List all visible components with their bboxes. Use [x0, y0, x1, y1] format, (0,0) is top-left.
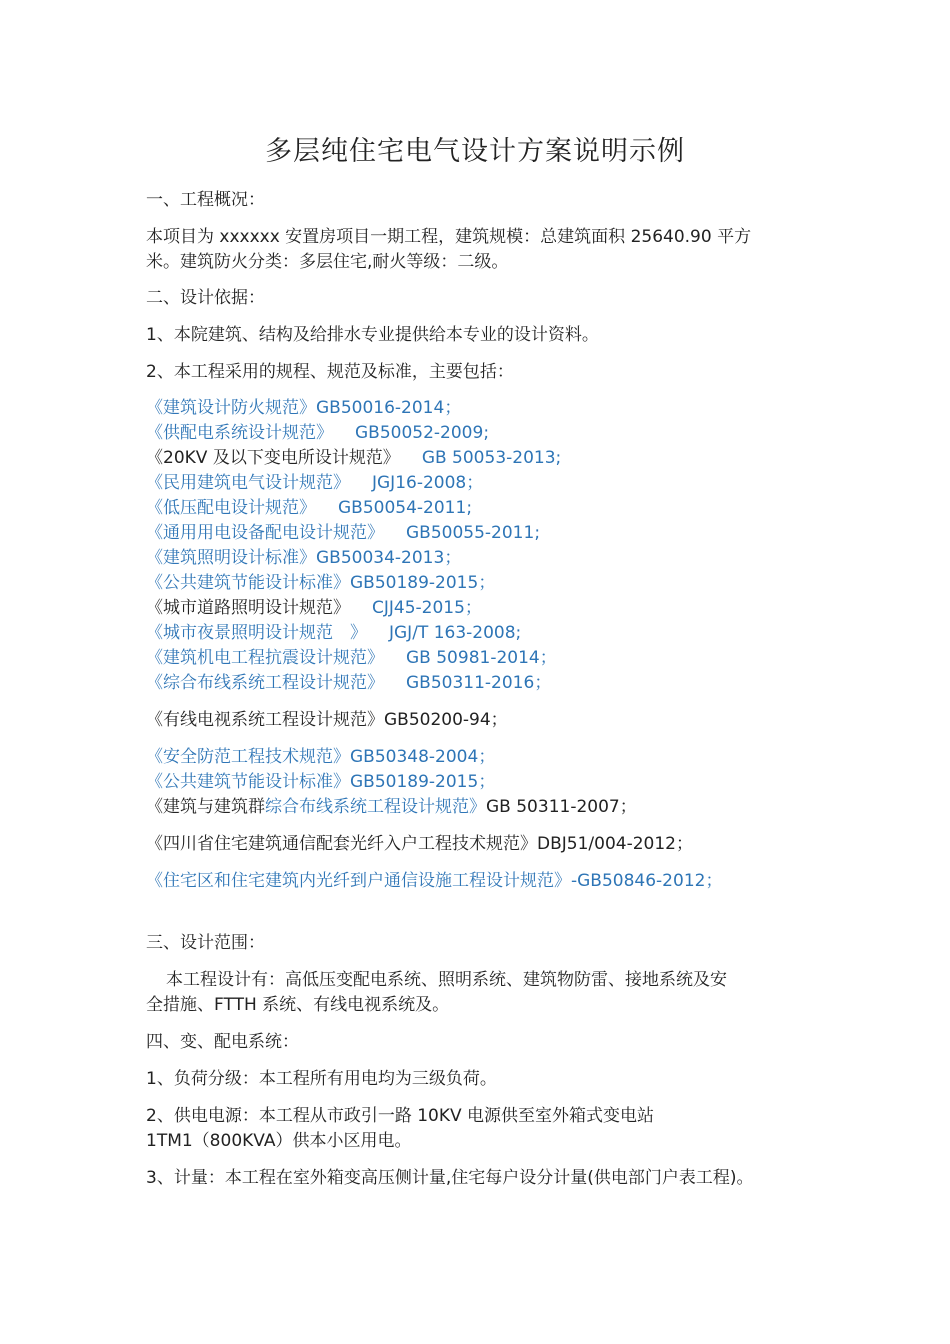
reference-code: GB50052-2009; — [355, 423, 490, 443]
section-2-heading: 二、设计依据： — [146, 288, 265, 308]
reference-item — [146, 521, 540, 546]
section-2-item-2: 2、本工程采用的规程、规范及标准，主要包括： — [146, 362, 514, 382]
section-3-heading: 三、设计范围： — [146, 933, 265, 953]
reference-name: 《20KV 及以下变电所设计规范》 — [146, 448, 400, 468]
page-title: 多层纯住宅电气设计方案说明示例 — [265, 136, 685, 167]
reference-code: GB 50311-2007； — [486, 797, 637, 817]
reference-code: GB 50053-2013; — [421, 448, 562, 468]
reference-name: 《公共建筑节能设计标准》 — [146, 573, 350, 593]
reference-code: JGJ/T 163-2008; — [389, 623, 522, 643]
reference-name: 《城市夜景照明设计规范 》 — [146, 623, 367, 643]
reference-item — [146, 596, 482, 621]
reference-name: 《综合布线系统工程设计规范》 — [146, 673, 384, 693]
reference-item — [146, 396, 461, 421]
section-3-paragraph-line-1: 本工程设计有：高低压变配电系统、照明系统、建筑物防雷、接地系统及安 — [166, 970, 727, 990]
reference-item — [146, 671, 551, 696]
reference-item — [146, 621, 521, 646]
section-1-heading: 一、工程概况： — [146, 190, 265, 210]
section-1-paragraph-line-2: 米。建筑防火分类：多层住宅,耐火等级：二级。 — [146, 252, 509, 272]
reference-name: 《城市道路照明设计规范》 — [146, 598, 350, 618]
reference-building-cabling — [146, 795, 637, 820]
reference-name: 《通用用电设备配电设计规范》 — [146, 523, 384, 543]
reference-sichuan: 《四川省住宅建筑通信配套光纤入户工程技术规范》DBJ51/004-2012； — [146, 834, 693, 854]
reference-name: 《低压配电设计规范》 — [146, 498, 316, 518]
reference-item: 《安全防范工程技术规范》GB50348-2004； — [146, 747, 496, 767]
reference-name: 《建筑机电工程抗震设计规范》 — [146, 648, 384, 668]
reference-code: GB 50981-2014； — [406, 648, 557, 668]
section-4-heading: 四、变、配电系统： — [146, 1032, 299, 1052]
reference-name: 《建筑设计防火规范》 — [146, 398, 316, 418]
reference-item — [146, 646, 557, 671]
reference-name-suffix: 综合布线系统工程设计规范》 — [265, 797, 486, 817]
reference-item — [146, 571, 495, 596]
reference-item — [146, 496, 472, 521]
reference-code: GB50054-2011; — [338, 498, 473, 518]
reference-item — [146, 421, 489, 446]
reference-code: GB50189-2015； — [350, 573, 496, 593]
reference-fiber: 《住宅区和住宅建筑内光纤到户通信设施工程设计规范》-GB50846-2012； — [146, 871, 723, 891]
section-4-item-2-line-1: 2、供电电源：本工程从市政引一路 10KV 电源供至室外箱式变电站 — [146, 1106, 655, 1126]
section-2-item-1: 1、本院建筑、结构及给排水专业提供给本专业的设计资料。 — [146, 325, 599, 345]
reference-code: CJJ45-2015； — [372, 598, 482, 618]
reference-code: GB50055-2011; — [406, 523, 541, 543]
reference-item — [146, 471, 483, 496]
reference-item: 《公共建筑节能设计标准》GB50189-2015； — [146, 772, 496, 792]
reference-name: 《民用建筑电气设计规范》 — [146, 473, 350, 493]
section-1-paragraph-line-1: 本项目为 xxxxxx 安置房项目一期工程，建筑规模：总建筑面积 25640.90 平方 — [146, 227, 752, 247]
reference-code: JGJ16-2008； — [372, 473, 484, 493]
reference-code: GB50034-2013； — [316, 548, 462, 568]
reference-item — [146, 446, 561, 471]
section-4-item-1: 1、负荷分级：本工程所有用电均为三级负荷。 — [146, 1069, 497, 1089]
reference-code: GB50016-2014； — [316, 398, 462, 418]
section-3-paragraph-line-2: 全措施、FTTH 系统、有线电视系统及。 — [146, 995, 450, 1015]
section-4-item-2-line-2: 1TM1（800KVA）供本小区用电。 — [146, 1131, 412, 1151]
reference-item — [146, 546, 461, 571]
reference-name: 《供配电系统设计规范》 — [146, 423, 333, 443]
reference-name-prefix: 《建筑与建筑群 — [146, 797, 265, 817]
reference-code: GB50311-2016； — [406, 673, 552, 693]
section-4-item-3: 3、计量：本工程在室外箱变高压侧计量,住宅每户设分计量(供电部门户表工程)。 — [146, 1168, 754, 1188]
reference-catv: 《有线电视系统工程设计规范》GB50200-94； — [146, 710, 508, 730]
reference-name: 《建筑照明设计标准》 — [146, 548, 316, 568]
